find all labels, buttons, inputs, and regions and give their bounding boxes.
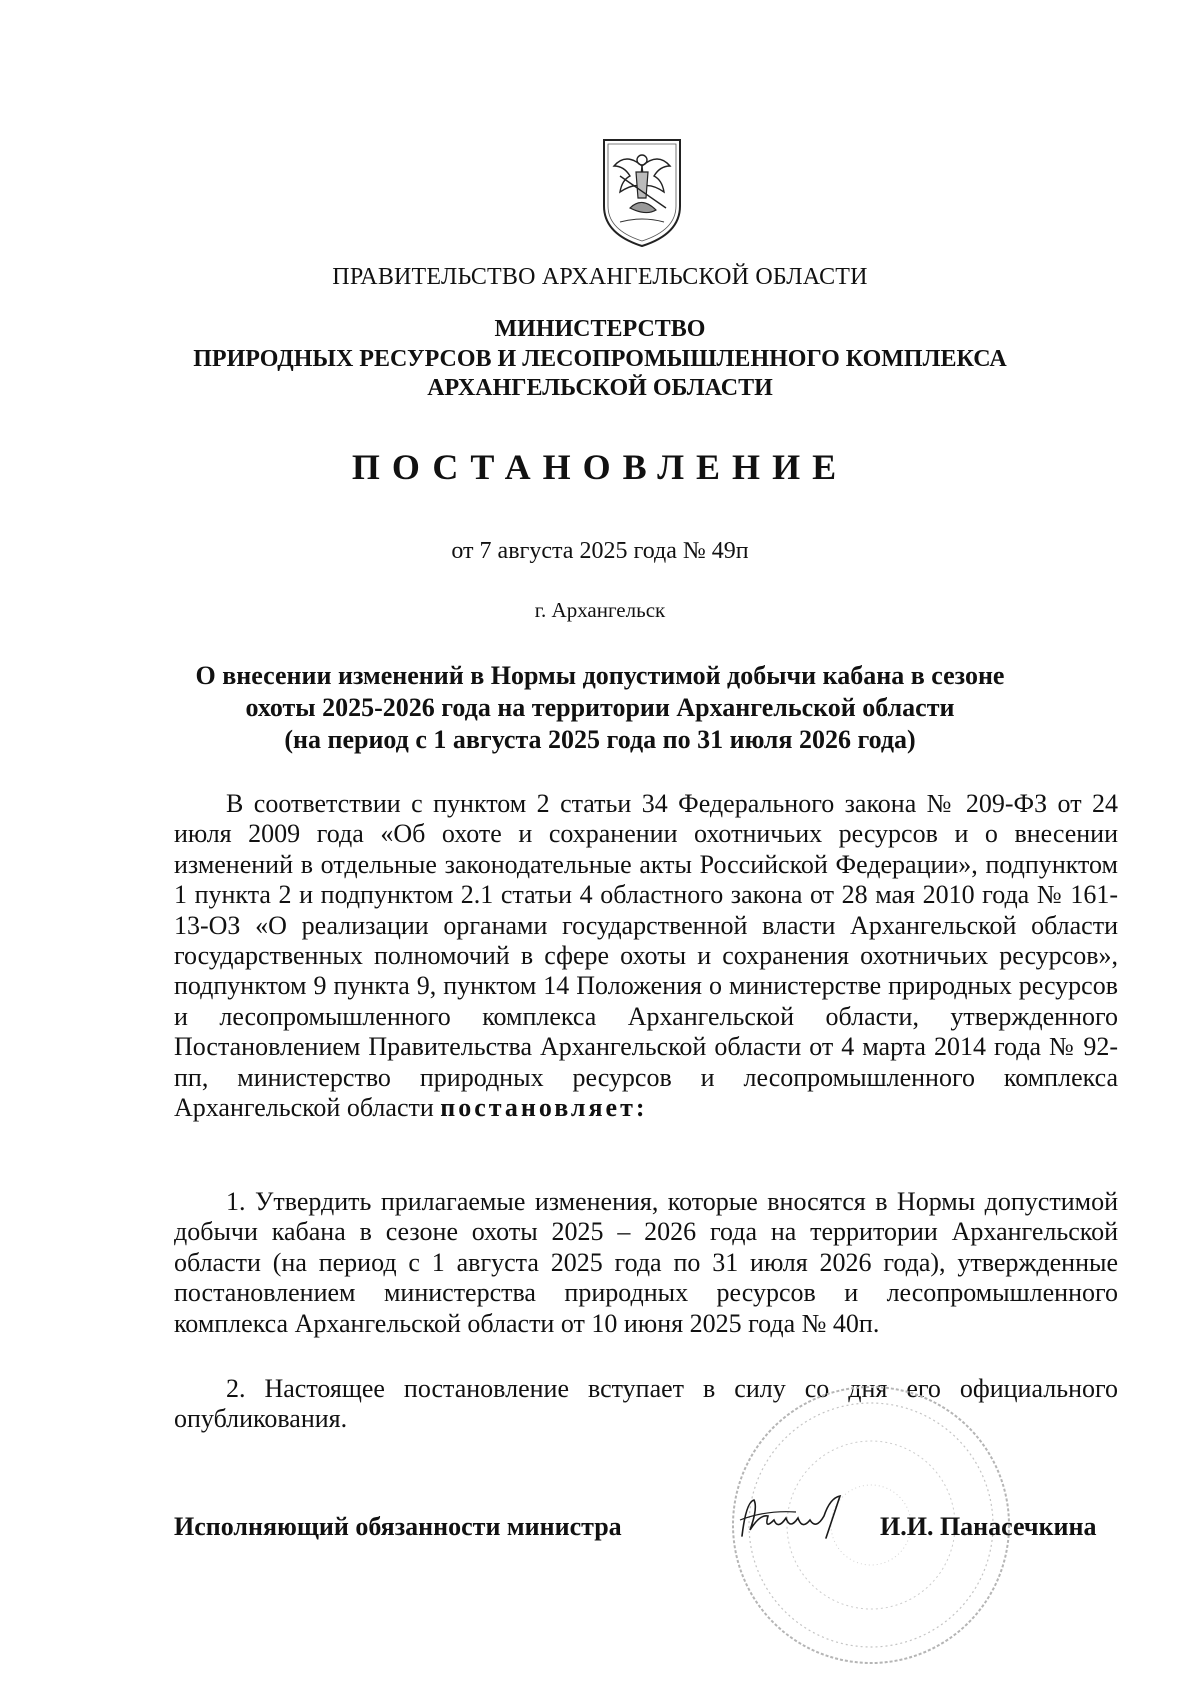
preamble-paragraph — [174, 789, 1118, 1123]
item-1-paragraph — [174, 1187, 1118, 1339]
preamble-text: В соответствии с пунктом 2 статьи 34 Федерального закона № 209-ФЗ от 24 июля 2009 года «Об охоте и сохранении охотничьих ресурсов и о внесении изменений в отдельные законодательные акты Российской Федерации», подпунктом 1 пункта 2 и подпунктом 2.1 статьи 4 областного закона от 28 мая 2010 года № 161-13-ОЗ «О реализации органами государственной власти Архангельской области государственных полномочий в сфере охоты и сохранения охотничьих ресурсов», подпунктом 9 пункта 9, пунктом 14 Положения о министерстве природных ресурсов и лесопромышленного комплекса Архангельской области, утвержденного Постановлением Правительства Архангельской области от 4 марта 2014 года № 92-пп, министерство природных ресурсов и лесопромышленного комплекса Архангельской области — [174, 789, 1118, 1123]
city: г. Архангельск — [534, 598, 666, 622]
signatory-name: И.И. Панасечкина — [880, 1512, 1097, 1541]
item-1-text: 1. Утвердить прилагаемые изменения, которые вносятся в Нормы допустимой добычи кабана в сезоне охоты 2025 – 2026 года на территории Архангельской области (на период с 1 августа 2025 года по 31 июля 2026 года), утвержденные постановлением министерства природных ресурсов и лесопромышленного комплекса Архангельской области от 10 июня 2025 года № 40п. — [174, 1187, 1118, 1338]
decree-word: постановляет: — [440, 1093, 648, 1123]
signatory-role: Исполняющий обязанности министра — [174, 1512, 622, 1541]
item-2-text: 2. Настоящее постановление вступает в силу со дня его официального опубликования. — [174, 1374, 1118, 1434]
handwritten-signature — [736, 1490, 856, 1550]
subject-line-1: О внесении изменений в Нормы допустимой добычи кабана в сезоне — [195, 661, 1005, 690]
government-name: ПРАВИТЕЛЬСТВО АРХАНГЕЛЬСКОЙ ОБЛАСТИ — [332, 264, 868, 290]
ministry-name-line-1: МИНИСТЕРСТВО — [494, 316, 706, 342]
coat-of-arms-icon — [600, 136, 684, 248]
ministry-name-line-2: ПРИРОДНЫХ РЕСУРСОВ И ЛЕСОПРОМЫШЛЕННОГО КОМПЛЕКСА — [193, 346, 1007, 372]
subject-line-2: охоты 2025-2026 года на территории Архангельской области — [245, 693, 955, 722]
ministry-name-line-3: АРХАНГЕЛЬСКОЙ ОБЛАСТИ — [427, 375, 773, 401]
date-and-number: от 7 августа 2025 года № 49п — [451, 538, 749, 564]
subject-line-3: (на период с 1 августа 2025 года по 31 июля 2026 года) — [284, 725, 916, 754]
document-type: ПОСТАНОВЛЕНИЕ — [351, 447, 849, 487]
